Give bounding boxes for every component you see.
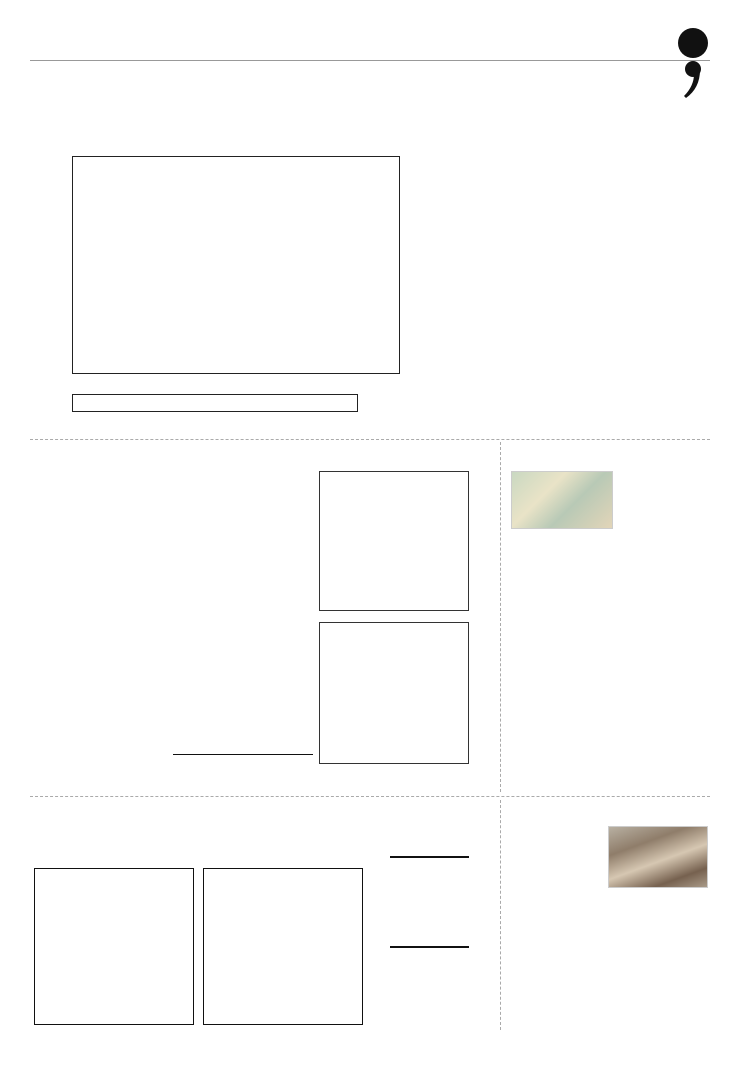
- comma-icon: [682, 60, 702, 100]
- page-number: [678, 28, 708, 58]
- draughts-board-1633: [319, 622, 469, 764]
- sudoku-grid-2[interactable]: [203, 868, 363, 1025]
- sudoku-solution-1: [390, 856, 469, 858]
- section-divider: [30, 796, 710, 797]
- doorloper-clues: [420, 148, 528, 159]
- solution-strip[interactable]: [72, 394, 358, 412]
- dammen-footer: [173, 754, 313, 758]
- column-divider: [500, 800, 501, 1030]
- crossword-grid[interactable]: [72, 156, 400, 374]
- banknotes-photo: [511, 471, 613, 529]
- doorloper-clues-2: [536, 148, 646, 190]
- header-divider: [30, 60, 710, 61]
- draughts-board-1632: [319, 471, 469, 611]
- recorders-photo: [608, 826, 708, 888]
- sudoku-solution-2: [390, 946, 469, 948]
- column-divider: [500, 442, 501, 792]
- sudoku-grid-1[interactable]: [34, 868, 194, 1025]
- section-divider: [30, 439, 710, 440]
- dammen-article-cont: [173, 474, 313, 478]
